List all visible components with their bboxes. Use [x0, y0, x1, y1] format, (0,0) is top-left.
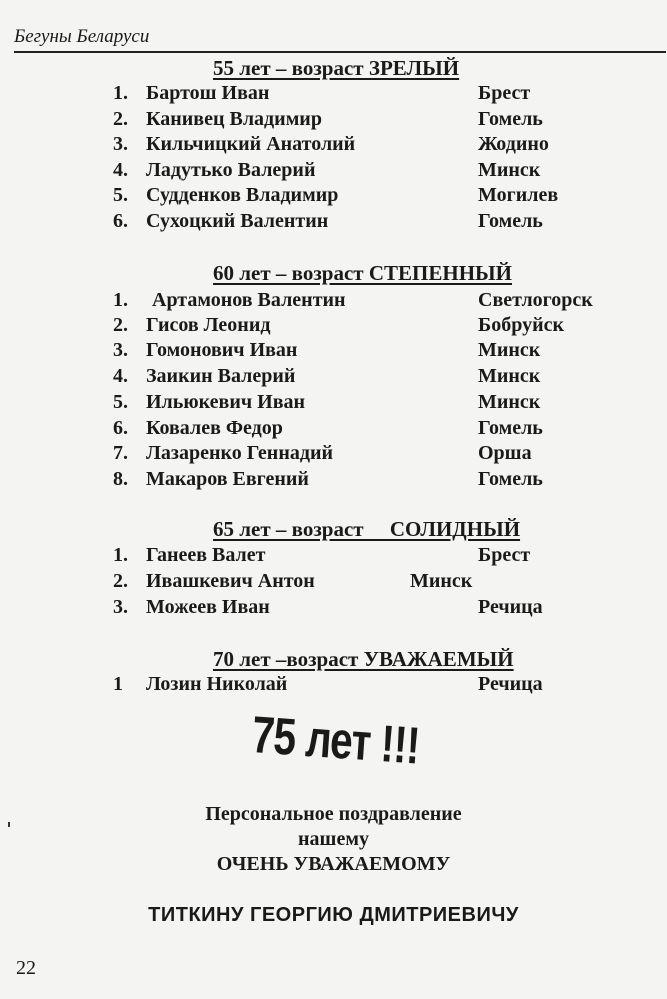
runner-city: Брест — [478, 544, 531, 566]
list-item — [0, 468, 667, 494]
item-number: 6. — [113, 210, 128, 232]
list-item — [0, 108, 667, 134]
runner-name: Сухоцкий Валентин — [146, 210, 329, 232]
runner-name: Канивец Владимир — [146, 108, 322, 130]
item-number: 1 — [113, 673, 123, 695]
runner-name: Ковалев Федор — [146, 417, 283, 439]
item-number: 3. — [113, 133, 128, 155]
greeting-line-2: нашему — [298, 828, 369, 850]
runner-name: Гомонович Иван — [146, 339, 298, 361]
item-number: 5. — [113, 391, 128, 413]
item-number: 5. — [113, 184, 128, 206]
item-number: 4. — [113, 159, 128, 181]
age-75-heading: 75 лет !!! — [249, 706, 422, 776]
greeting-line-1: Персональное поздравление — [205, 803, 462, 825]
item-number: 8. — [113, 468, 128, 490]
runner-name: Макаров Евгений — [146, 468, 309, 490]
section-title-65: 65 лет – возраст СОЛИДНЫЙ — [213, 517, 521, 541]
runner-city: Минск — [478, 339, 541, 361]
runner-city: Орша — [478, 442, 532, 464]
item-number: 3. — [113, 339, 128, 361]
section-title-60: 60 лет – возраст СТЕПЕННЫЙ — [213, 261, 513, 285]
list-item — [0, 391, 667, 417]
list-item — [0, 417, 667, 443]
runner-city: Гомель — [478, 210, 543, 232]
runner-city: Минск — [410, 570, 473, 592]
list-item — [0, 184, 667, 210]
runner-city: Гомель — [478, 108, 543, 130]
running-header: Бегуны Беларуси — [14, 26, 150, 47]
page-number: 22 — [16, 957, 36, 979]
item-number: 1. — [113, 82, 128, 104]
runner-name: Судденков Владимир — [146, 184, 339, 206]
runner-city: Речица — [478, 673, 543, 695]
item-number: 2. — [113, 314, 128, 336]
runner-city: Минск — [478, 159, 541, 181]
runner-name: Бартош Иван — [146, 82, 270, 104]
runner-city: Минск — [478, 391, 541, 413]
runner-city: Речица — [478, 596, 543, 618]
runner-city: Гомель — [478, 468, 543, 490]
runner-city: Брест — [478, 82, 531, 104]
section-title-55: 55 лет – возраст ЗРЕЛЫЙ — [213, 56, 460, 80]
list-item — [0, 289, 667, 315]
list-item — [0, 442, 667, 468]
runner-name: Ивашкевич Антон — [146, 570, 315, 592]
list-item — [0, 133, 667, 159]
list-item — [0, 159, 667, 185]
list-item — [0, 365, 667, 391]
runner-city: Светлогорск — [478, 289, 593, 311]
runner-city: Бобруйск — [478, 314, 565, 336]
runner-name: Ладутько Валерий — [146, 159, 316, 181]
runner-name: Ильюкевич Иван — [146, 391, 306, 413]
runner-city: Жодино — [478, 133, 549, 155]
runner-name: Кильчицкий Анатолий — [146, 133, 356, 155]
runner-name: Лозин Николай — [146, 673, 288, 695]
item-number: 6. — [113, 417, 128, 439]
item-number: 1. — [113, 289, 128, 311]
runner-name: Можеев Иван — [146, 596, 270, 618]
list-item — [0, 570, 667, 596]
runner-name: Лазаренко Геннадий — [146, 442, 334, 464]
runner-city: Могилев — [478, 184, 559, 206]
list-item — [0, 673, 667, 699]
item-number: 3. — [113, 596, 128, 618]
list-item — [0, 210, 667, 236]
runner-name: Ганеев Валет — [146, 544, 266, 566]
runner-city: Гомель — [478, 417, 543, 439]
section-title-70: 70 лет –возраст УВАЖАЕМЫЙ — [213, 647, 514, 671]
item-number: 1. — [113, 544, 128, 566]
item-number: 2. — [113, 108, 128, 130]
list-item — [0, 596, 667, 622]
item-number: 4. — [113, 365, 128, 387]
header-rule — [14, 51, 666, 53]
list-item — [0, 544, 667, 570]
recipient-name: ТИТКИНУ ГЕОРГИЮ ДМИТРИЕВИЧУ — [148, 904, 519, 926]
list-item — [0, 82, 667, 108]
runner-city: Минск — [478, 365, 541, 387]
list-item — [0, 314, 667, 340]
item-number: 2. — [113, 570, 128, 592]
ink-speck — [8, 822, 10, 827]
runner-name: Заикин Валерий — [146, 365, 296, 387]
item-number: 7. — [113, 442, 128, 464]
runner-name: Гисов Леонид — [146, 314, 271, 336]
list-item — [0, 339, 667, 365]
runner-name: Артамонов Валентин — [152, 289, 346, 311]
greeting-line-3: ОЧЕНЬ УВАЖАЕМОМУ — [216, 853, 451, 875]
